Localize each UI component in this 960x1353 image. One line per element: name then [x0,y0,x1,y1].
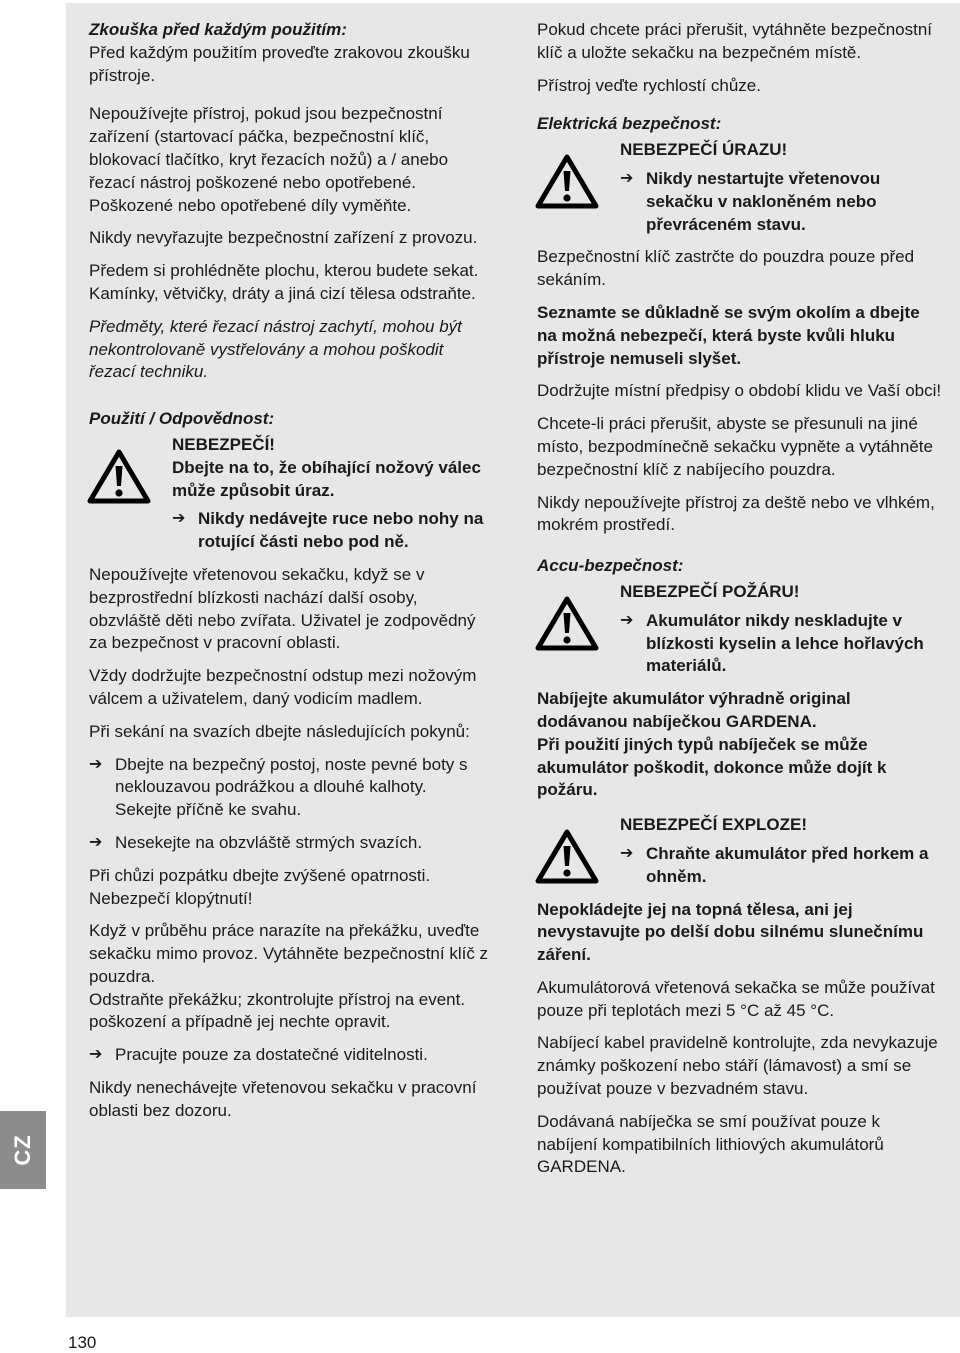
warning-block-explosion [537,814,942,888]
warning-block-danger [89,434,494,554]
arrow-right-icon: ➔ [89,833,103,851]
warning-triangle-icon [535,828,599,884]
warning-text: Dbejte na to, že obíhající nožový válec může způsobit úraz. [172,457,481,500]
warning-triangle-icon [87,448,151,504]
warning-instruction [620,843,942,889]
arrow-right-icon: ➔ [89,1046,103,1064]
instruction-text: Akumulátor nikdy neskladujte v blízkosti kyselin a lehce hořlavých materiálů. [646,610,924,676]
warning-instruction [620,610,942,678]
paragraph: Vždy dodržujte bezpečnostní odstup mezi nožovým válcem a uživatelem, daný vodicím madlem. [89,666,477,708]
paragraph: Nabíjecí kabel pravidelně kontrolujte, zda nevykazuje známky poškození nebo stáří (lámavost) a smí se používat pouze v bezvadném stavu. [537,1033,938,1099]
paragraph: Akumulátorová vřetenová sekačka se může používat pouze při teplotách mezi 5 °C až 45 °C. [537,977,935,1020]
paragraph-bold: Nepokládejte jej na topná tělesa, ani jej nevystavujte po delší dobu silnému slunečnímu záření. [537,899,924,965]
right-column [537,19,942,1189]
instruction-text: Nikdy nestartujte vřetenovou sekačku v nakloněném nebo převráceném stavu. [646,168,881,234]
section-heading-use: Použití / Odpovědnost: [89,409,275,429]
section-heading-accu: Accu-bezpečnost: [537,556,684,576]
arrow-right-icon: ➔ [620,169,634,187]
section-heading-inspection: Zkouška před každým použitím: [89,20,347,39]
paragraph: Nepoužívejte vřetenovou sekačku, když se v bezprostřední blízkosti nachází další osoby, obzvláště děti nebo zvířata. Uživatel je zodpovědný za bezpečnost v pracovní oblasti. [89,564,476,653]
paragraph: Když v průběhu práce narazíte na překážku, uveďte sekačku mimo provoz. Vytáhněte bezpečnostní klíč z pouzdra. [89,921,489,986]
page-number: 130 [68,1333,97,1352]
warning-title: NEBEZPEČÍ POŽÁRU! [620,581,800,601]
warning-instruction [172,508,494,554]
list-item [89,832,494,855]
arrow-right-icon: ➔ [620,844,634,862]
paragraph: Dodávaná nabíječka se smí používat pouze k nabíjení kompatibilních lithiových akumulátorů GARDENA. [537,1111,884,1177]
list-item-text: Dbejte na bezpečný postoj, noste pevné boty s neklouzavou podrážkou a dlouhé kalhoty. [115,754,468,797]
paragraph: Nikdy nevyřazujte bezpečnostní zařízení z provozu. [89,228,478,248]
warning-title: NEBEZPEČÍ! [172,434,275,454]
paragraph: Odstraňte překážku; zkontrolujte přístroj na event. poškození a případně jej nechte opravit. [89,989,466,1032]
warning-title: NEBEZPEČÍ EXPLOZE! [620,815,808,835]
list-item-text: Sekejte příčně ke svahu. [115,800,302,820]
paragraph: Před každým použitím proveďte zrakovou zkoušku přístroje. [89,42,470,85]
paragraph-italic: Předměty, které řezací nástroj zachytí, mohou být nekontrolovaně vystřelovány a mohou poškodit řezací techniku. [89,316,462,382]
warning-block-injury [537,139,942,236]
paragraph: Bezpečnostní klíč zastrčte do pouzdra pouze před sekáním. [537,247,915,290]
paragraph: Přístroj veďte rychlostí chůze. [537,75,761,95]
language-tab [0,1111,46,1189]
warning-title: NEBEZPEČÍ ÚRAZU! [620,140,788,160]
paragraph: Při sekání na svazích dbejte následujících pokynů: [89,721,470,741]
language-tab-label: CZ [10,1134,35,1166]
section-heading-electrical: Elektrická bezpečnost: [537,114,722,134]
arrow-right-icon: ➔ [172,510,186,528]
warning-block-fire [537,581,942,678]
warning-triangle-icon [535,595,599,651]
paragraph-bold: Seznamte se důkladně se svým okolím a dbejte na možná nebezpečí, která byste kvůli hluku přístroje nemuseli slyšet. [537,302,920,368]
instruction-text: Chraňte akumulátor před horkem a ohněm. [646,843,929,886]
warning-triangle-icon [535,153,599,209]
list-item [89,1044,494,1067]
list-item [89,754,494,822]
paragraph: Nikdy nenechávejte vřetenovou sekačku v pracovní oblasti bez dozoru. [89,1078,477,1120]
arrow-right-icon: ➔ [89,755,103,773]
paragraph-bold: Při použití jiných typů nabíječek se může akumulátor poškodit, dokonce může dojít k požáru. [537,734,887,800]
paragraph: Při chůzi pozpátku dbejte zvýšené opatrnosti. Nebezpečí klopýtnutí! [89,865,431,908]
paragraph: Nepoužívejte přístroj, pokud jsou bezpečnostní zařízení (startovací páčka, bezpečnostní klíč, blokovací tlačítko, kryt řezacích nožů) a / anebo řezací nástroj poškozené nebo opotřebené. Poškozené nebo opotřebené díly vyměňte. [89,104,449,215]
paragraph: Pokud chcete práci přerušit, vytáhněte bezpečnostní klíč a uložte sekačku na bezpečném místě. [537,20,933,62]
paragraph: Nikdy nepoužívejte přístroj za deště nebo ve vlhkém, mokrém prostředí. [537,492,935,535]
instruction-text: Nikdy nedávejte ruce nebo nohy na rotující části nebo pod ně. [198,509,484,552]
arrow-right-icon: ➔ [620,611,634,629]
warning-instruction [620,168,942,236]
paragraph: Chcete-li práci přerušit, abyste se přesunuli na jiné místo, bezpodmínečně sekačku vypněte a vytáhněte bezpečnostní klíč z nabíjecího pouzdra. [537,414,933,479]
list-item-text: Nesekejte na obzvláště strmých svazích. [115,832,423,852]
paragraph-bold: Nabíjejte akumulátor výhradně original dodávanou nabíječkou GARDENA. [537,689,851,731]
list-item-text: Pracujte pouze za dostatečné viditelnosti. [115,1045,428,1065]
paragraph: Dodržujte místní předpisy o období klidu ve Vaší obci! [537,381,942,401]
paragraph: Předem si prohlédněte plochu, kterou budete sekat. Kamínky, větvičky, dráty a jiná cizí tělesa odstraňte. [89,261,479,303]
left-column [89,19,494,1133]
